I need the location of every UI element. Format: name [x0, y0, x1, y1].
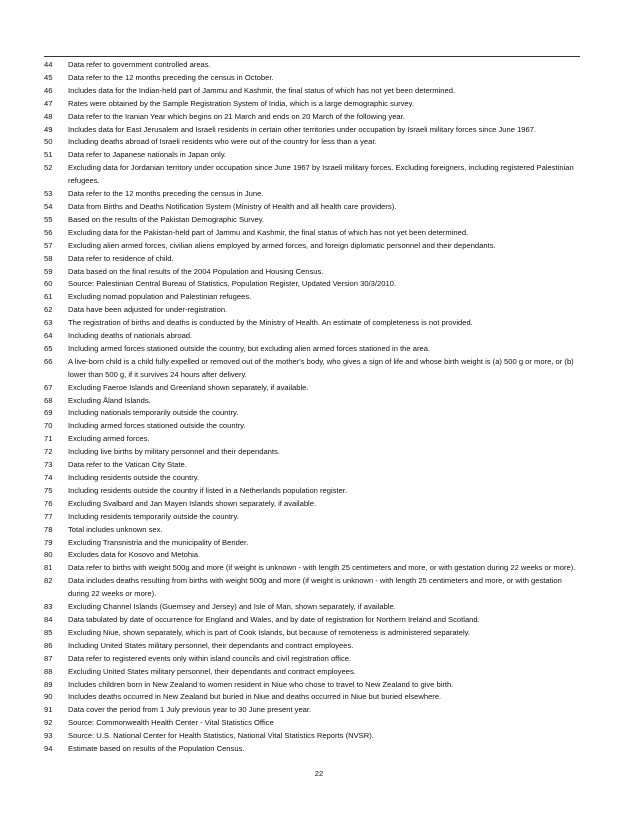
footnote-number: 64 [44, 331, 53, 341]
footnote-text: Including deaths abroad of Israeli residents who were out of the country for less than a year. [68, 137, 377, 147]
footnote-text: Data refer to the Vatican City State. [68, 460, 187, 470]
footnote-text: Excluding Transnistria and the municipality of Bender. [68, 537, 249, 547]
footnotes-list [44, 59, 584, 756]
footnote-text: Excludes data for Kosovo and Metohia. [68, 550, 201, 560]
footnote-number: 68 [44, 395, 53, 405]
footnote-item [44, 72, 584, 85]
footnote-text: Excluding Svalbard and Jan Mayen Islands shown separately, if available. [68, 498, 317, 508]
footnote-text: Including armed forces stationed outside the country, but excluding alien armed forces stationed in the area. [68, 343, 431, 353]
footnote-item [44, 485, 584, 498]
footnote-item [44, 85, 584, 98]
footnote-item [44, 227, 584, 240]
footnote-text: Excluding Channel Islands (Guernsey and Jersey) and Isle of Man, shown separately, if available. [68, 602, 396, 612]
footnote-item [44, 704, 584, 717]
footnote-number: 94 [44, 744, 53, 754]
footnote-item [44, 743, 584, 756]
footnote-number: 51 [44, 150, 53, 160]
footnote-item [44, 291, 584, 304]
footnote-text: Including armed forces stationed outside the country. [68, 421, 246, 431]
footnote-item [44, 343, 584, 356]
footnote-number: 80 [44, 550, 53, 560]
footnote-number: 47 [44, 98, 53, 108]
footnote-number: 70 [44, 421, 53, 431]
footnote-text: Based on the results of the Pakistan Demographic Survey. [68, 214, 265, 224]
footnote-number: 60 [44, 279, 53, 289]
footnote-number: 82 [44, 576, 53, 586]
footnote-number: 93 [44, 731, 53, 741]
footnote-number: 46 [44, 85, 53, 95]
footnote-item [44, 433, 584, 446]
footnote-item [44, 730, 584, 743]
footnote-text: Rates were obtained by the Sample Registration System of India, which is a large demographic survey. [68, 98, 414, 108]
footnote-number: 49 [44, 124, 53, 134]
footnote-text: Including United States military personnel, their dependants and contract employees. [68, 640, 354, 650]
footnote-number: 57 [44, 240, 53, 250]
footnote-number: 89 [44, 679, 53, 689]
footnote-number: 44 [44, 60, 53, 69]
footnote-text: Excluding data for the Pakistan-held part of Jammu and Kashmir, the final status of which has not yet been determined. [68, 227, 469, 237]
footnote-text: Data refer to registered events only within island councils and civil registration office. [68, 653, 352, 663]
footnote-text: Excluding Faeroe Islands and Greenland shown separately, if available. [68, 382, 309, 392]
footnote-number: 61 [44, 292, 53, 302]
footnote-text: Includes deaths occurred in New Zealand but buried in Niue and deaths occurred in Niue but buried elsewhere. [68, 692, 442, 702]
footnote-number: 63 [44, 318, 53, 328]
footnote-text: A live-born child is a child fully expelled or removed out of the mother's body, who gives a sign of life and whose birth weight is (a) 500 g or more, or (b) lower than 500 g, if it survives 24 hours after delivery. [68, 356, 574, 379]
footnote-number: 83 [44, 602, 53, 612]
footnote-number: 84 [44, 614, 53, 624]
footnote-item [44, 149, 584, 162]
footnote-text: Excluding alien armed forces, civilian aliens employed by armed forces, and foreign diplomatic personnel and their dependants. [68, 240, 496, 250]
footnote-item [44, 524, 584, 537]
footnote-item [44, 691, 584, 704]
footnote-text: Including residents outside the country if listed in a Netherlands population register. [68, 485, 348, 495]
footnote-text: Data refer to the Iranian Year which begins on 21 March and ends on 20 March of the following year. [68, 111, 405, 121]
footnote-item [44, 98, 584, 111]
footnote-text: Including deaths of nationals abroad. [68, 331, 193, 341]
footnote-text: Data from Births and Deaths Notification System (Ministry of Health and all health care providers). [68, 201, 397, 211]
footnote-text: Includes children born in New Zealand to women resident in Niue who chose to travel to New Zealand to give birth. [68, 679, 454, 689]
footnote-number: 91 [44, 705, 53, 715]
footnote-item [44, 124, 584, 137]
footnote-text: Source: Commonwealth Health Center - Vital Statistics Office [68, 718, 274, 728]
footnote-text: Source: U.S. National Center for Health Statistics, National Vital Statistics Reports (NVSR). [68, 731, 374, 741]
footnote-text: Including residents temporarily outside the country. [68, 511, 239, 521]
footnote-item [44, 717, 584, 730]
footnote-text: Estimate based on results of the Population Census. [68, 744, 245, 754]
footnote-number: 90 [44, 692, 53, 702]
footnote-text: Excluding Niue, shown separately, which is part of Cook Islands, but because of remoteness is administered separately. [68, 627, 470, 637]
footnote-text: Data tabulated by date of occurrence for England and Wales, and by date of registration for Northern Ireland and Scotland. [68, 614, 480, 624]
footnote-item [44, 266, 584, 279]
footnote-number: 86 [44, 640, 53, 650]
footnote-text: Data refer to the 12 months preceding the census in June. [68, 189, 264, 199]
footnote-item [44, 498, 584, 511]
footnote-number: 79 [44, 537, 53, 547]
footnote-item [44, 575, 584, 601]
footnote-item [44, 188, 584, 201]
footnote-text: Data cover the period from 1 July previous year to 30 June present year. [68, 705, 312, 715]
footnote-number: 58 [44, 253, 53, 263]
footnote-number: 74 [44, 473, 53, 482]
footnote-text: Data refer to births with weight 500g and more (if weight is unknown - with length 25 centimeters and more, or with gestation during 22 weeks or more). [68, 563, 576, 573]
footnote-number: 78 [44, 524, 53, 534]
footnote-number: 66 [44, 356, 53, 366]
footnote-text: Data have been adjusted for under-registration. [68, 305, 228, 315]
footnote-item [44, 395, 584, 408]
footnote-number: 48 [44, 111, 53, 121]
footnote-item [44, 407, 584, 420]
footnote-item [44, 162, 584, 188]
footnote-number: 50 [44, 137, 53, 147]
footnote-item [44, 562, 584, 575]
footnote-number: 56 [44, 227, 53, 237]
footnote-text: Including nationals temporarily outside the country. [68, 408, 239, 418]
footnote-item [44, 420, 584, 433]
footnote-text: Data based on the final results of the 2004 Population and Housing Census. [68, 266, 324, 276]
header-rule [44, 56, 580, 57]
footnote-item [44, 330, 584, 343]
footnote-item [44, 356, 584, 382]
footnote-number: 62 [44, 305, 53, 315]
footnote-number: 77 [44, 511, 53, 521]
footnote-text: Source: Palestinian Central Bureau of Statistics, Population Register, Updated Version 30/3/2010. [68, 279, 396, 289]
footnote-text: Data includes deaths resulting from births with weight 500g and more (if weight is unknown - with length 25 centimeters and more, or with gestation during 22 weeks or more). [68, 576, 562, 599]
footnote-text: Includes data for East Jerusalem and Israeli residents in certain other territories under occupation by Israeli military forces since June 1967. [68, 124, 537, 134]
footnote-item [44, 537, 584, 550]
footnote-number: 45 [44, 72, 53, 82]
footnote-item [44, 111, 584, 124]
footnote-item [44, 511, 584, 524]
footnote-number: 72 [44, 447, 53, 457]
footnote-number: 54 [44, 201, 53, 211]
footnote-number: 65 [44, 343, 53, 353]
footnote-item [44, 614, 584, 627]
footnote-number: 71 [44, 434, 53, 444]
footnote-number: 73 [44, 460, 53, 470]
footnote-item [44, 627, 584, 640]
footnote-text: Data refer to the 12 months preceding the census in October. [68, 72, 274, 82]
footnote-item [44, 214, 584, 227]
page-number: 22 [314, 769, 324, 778]
footnote-text: Excluding data for Jordanian territory under occupation since June 1967 by Israeli military forces. Excluding foreigners, including registered Palestinian refugees. [68, 163, 574, 186]
footnote-text: Excluding Åland Islands. [68, 395, 151, 405]
footnote-text: Excluding United States military personnel, their dependants and contract employees. [68, 666, 356, 676]
footnote-text: Excluding armed forces. [68, 434, 150, 444]
footnote-item [44, 459, 584, 472]
footnote-text: Data refer to residence of child. [68, 253, 174, 263]
footnote-item [44, 278, 584, 291]
footnote-item [44, 446, 584, 459]
footnote-number: 67 [44, 382, 53, 392]
footnote-item [44, 317, 584, 330]
footnote-number: 85 [44, 627, 53, 637]
footnote-text: The registration of births and deaths is conducted by the Ministry of Health. An estimate of completeness is not provided. [68, 318, 473, 328]
footnote-number: 81 [44, 563, 53, 573]
footnote-number: 75 [44, 485, 53, 495]
footnote-item [44, 59, 584, 72]
footnote-item [44, 304, 584, 317]
footnote-number: 59 [44, 266, 53, 276]
footnote-item [44, 549, 584, 562]
footnote-number: 55 [44, 214, 53, 224]
footnote-text: Data refer to Japanese nationals in Japan only. [68, 150, 227, 160]
footnote-number: 88 [44, 666, 53, 676]
footnote-item [44, 640, 584, 653]
footnote-text: Data refer to government controlled areas. [68, 60, 211, 69]
footnote-number: 52 [44, 163, 53, 173]
footnote-item [44, 679, 584, 692]
footnote-item [44, 666, 584, 679]
footnote-text: Including residents outside the country. [68, 473, 200, 482]
footnote-text: Including live births by military personnel and their dependants. [68, 447, 280, 457]
footnote-text: Includes data for the Indian-held part of Jammu and Kashmir, the final status of which has not yet been determined. [68, 85, 456, 95]
footnote-item [44, 382, 584, 395]
footnote-item [44, 136, 584, 149]
footnote-item [44, 601, 584, 614]
footnote-text: Total includes unknown sex. [68, 524, 163, 534]
footnote-number: 69 [44, 408, 53, 418]
footnote-item [44, 201, 584, 214]
footnote-text: Excluding nomad population and Palestinian refugees. [68, 292, 252, 302]
footnote-item [44, 653, 584, 666]
footnote-number: 92 [44, 718, 53, 728]
footnote-number: 87 [44, 653, 53, 663]
footnote-item [44, 253, 584, 266]
footnote-number: 53 [44, 189, 53, 199]
footnote-item [44, 472, 584, 485]
footnote-item [44, 240, 584, 253]
footnote-number: 76 [44, 498, 53, 508]
